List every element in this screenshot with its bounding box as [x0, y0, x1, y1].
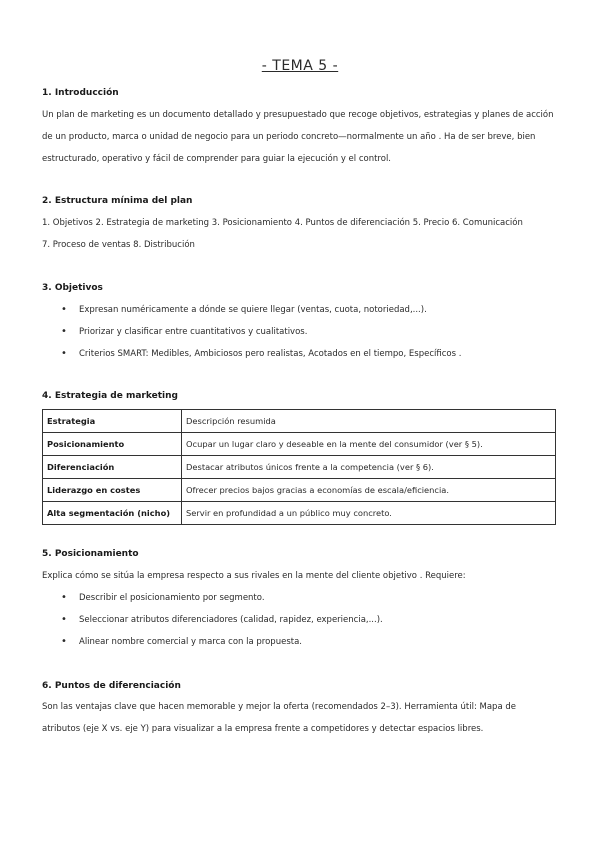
- table-header-cell: Descripción resumida: [182, 410, 556, 433]
- section-6-heading: 6. Puntos de diferenciación: [42, 681, 181, 691]
- section-1-heading: 1. Introducción: [42, 88, 119, 98]
- table-cell-description: Servir en profundidad a un público muy concreto.: [182, 502, 556, 525]
- paragraph-line: Son las ventajas clave que hacen memorable y mejor la oferta (recomendados 2–3). Herramienta útil: Mapa de: [42, 702, 516, 712]
- table-cell-description: Ocupar un lugar claro y deseable en la mente del consumidor (ver § 5).: [182, 433, 556, 456]
- section-5-bullet-list: [42, 587, 383, 653]
- table-row: [43, 502, 556, 525]
- strategy-table: [42, 409, 556, 525]
- table-row: [43, 456, 556, 479]
- table-cell-description: Destacar atributos únicos frente a la competencia (ver § 6).: [182, 456, 556, 479]
- table-cell-description: Ofrecer precios bajos gracias a economías de escala/eficiencia.: [182, 479, 556, 502]
- page-title: - TEMA 5 -: [261, 58, 339, 74]
- list-item: • Expresan numéricamente a dónde se quiere llegar (ventas, cuota, notoriedad,...).: [42, 299, 461, 321]
- section-2-paragraph: [42, 212, 558, 256]
- section-6-paragraph: [42, 696, 558, 740]
- list-item: • Seleccionar atributos diferenciadores (calidad, rapidez, experiencia,...).: [42, 609, 383, 631]
- table-cell-strategy: Alta segmentación (nicho): [43, 502, 182, 525]
- table-cell-strategy: Liderazgo en costes: [43, 479, 182, 502]
- paragraph-line: Un plan de marketing es un documento detallado y presupuestado que recoge objetivos, estrategias y planes de acción: [42, 110, 554, 120]
- list-item: • Alinear nombre comercial y marca con la propuesta.: [42, 631, 383, 653]
- section-1-paragraph: [42, 104, 558, 170]
- list-item: • Priorizar y clasificar entre cuantitativos y cualitativos.: [42, 321, 461, 343]
- section-5-intro: [42, 565, 558, 587]
- section-5-heading: 5. Posicionamiento: [42, 549, 139, 559]
- list-item: • Describir el posicionamiento por segmento.: [42, 587, 383, 609]
- table-header-cell: Estrategia: [43, 410, 182, 433]
- section-3-heading: 3. Objetivos: [42, 283, 103, 293]
- paragraph-line: 7. Proceso de ventas 8. Distribución: [42, 240, 195, 250]
- paragraph-line: estructurado, operativo y fácil de comprender para guiar la ejecución y el control.: [42, 154, 392, 164]
- table-cell-strategy: Diferenciación: [43, 456, 182, 479]
- table-row: [43, 479, 556, 502]
- table-header-row: [43, 410, 556, 433]
- paragraph-line: de un producto, marca o unidad de negocio para un periodo concreto—normalmente un año . Ha de ser breve, bien: [42, 132, 536, 142]
- paragraph-line: atributos (eje X vs. eje Y) para visualizar a la empresa frente a competidores y detectar espacios libres.: [42, 724, 484, 734]
- table-cell-strategy: Posicionamiento: [43, 433, 182, 456]
- list-item: • Criterios SMART: Medibles, Ambiciosos pero realistas, Acotados en el tiempo, Específicos .: [42, 343, 461, 365]
- section-4-heading: 4. Estrategia de marketing: [42, 391, 178, 401]
- table-row: [43, 433, 556, 456]
- paragraph-line: 1. Objetivos 2. Estrategia de marketing 3. Posicionamiento 4. Puntos de diferenciación 5. Precio 6. Comunicación: [42, 218, 523, 228]
- section-2-heading: 2. Estructura mínima del plan: [42, 196, 193, 206]
- section-3-bullet-list: [42, 299, 461, 365]
- paragraph-line: Explica cómo se sitúa la empresa respecto a sus rivales en la mente del cliente objetivo . Requiere:: [42, 571, 466, 581]
